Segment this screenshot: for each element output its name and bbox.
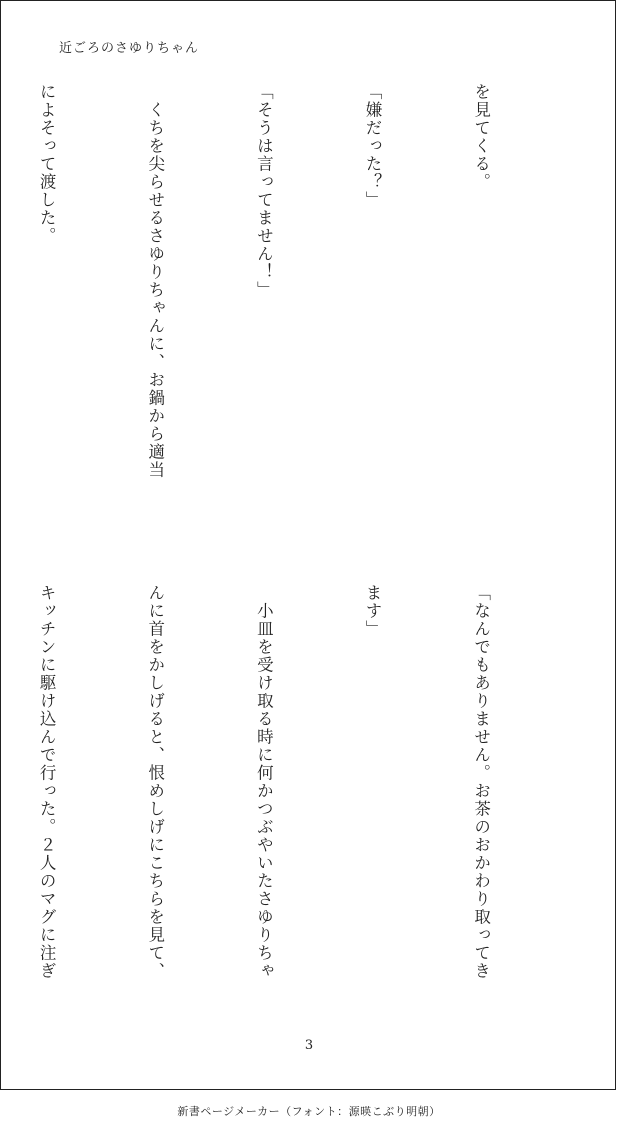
text-line: ます」 [362, 584, 382, 638]
text-line: 「なんでもありません。お茶のおかわり取ってき [471, 584, 491, 980]
text-line: を見てくる。 [471, 83, 491, 191]
page-number: 3 [304, 1038, 314, 1053]
text-line: 「嫌だった？」 [362, 83, 382, 209]
text-line: んに首をかしげると、恨めしげにこちらを見て、 [145, 584, 165, 980]
text-block-bottom [37, 584, 571, 1014]
text-line: によそって渡した。 [37, 83, 57, 245]
text-line: 小皿を受け取る時に何かつぶやいたさゆりちゃ [254, 584, 274, 980]
text-line: 「そうは言ってません！」 [254, 83, 274, 299]
text-block-top [37, 83, 571, 513]
text-line: キッチンに駆け込んで行った。２人のマグに注ぎ [37, 584, 57, 980]
text-line: くちを尖らせるさゆりちゃんに、お鍋から適当 [145, 83, 165, 479]
running-header: 近ごろのさゆりちゃん [59, 41, 200, 56]
footer-credit: 新書ページメーカー（フォント：源暎こぶり明朝） [177, 1105, 441, 1118]
